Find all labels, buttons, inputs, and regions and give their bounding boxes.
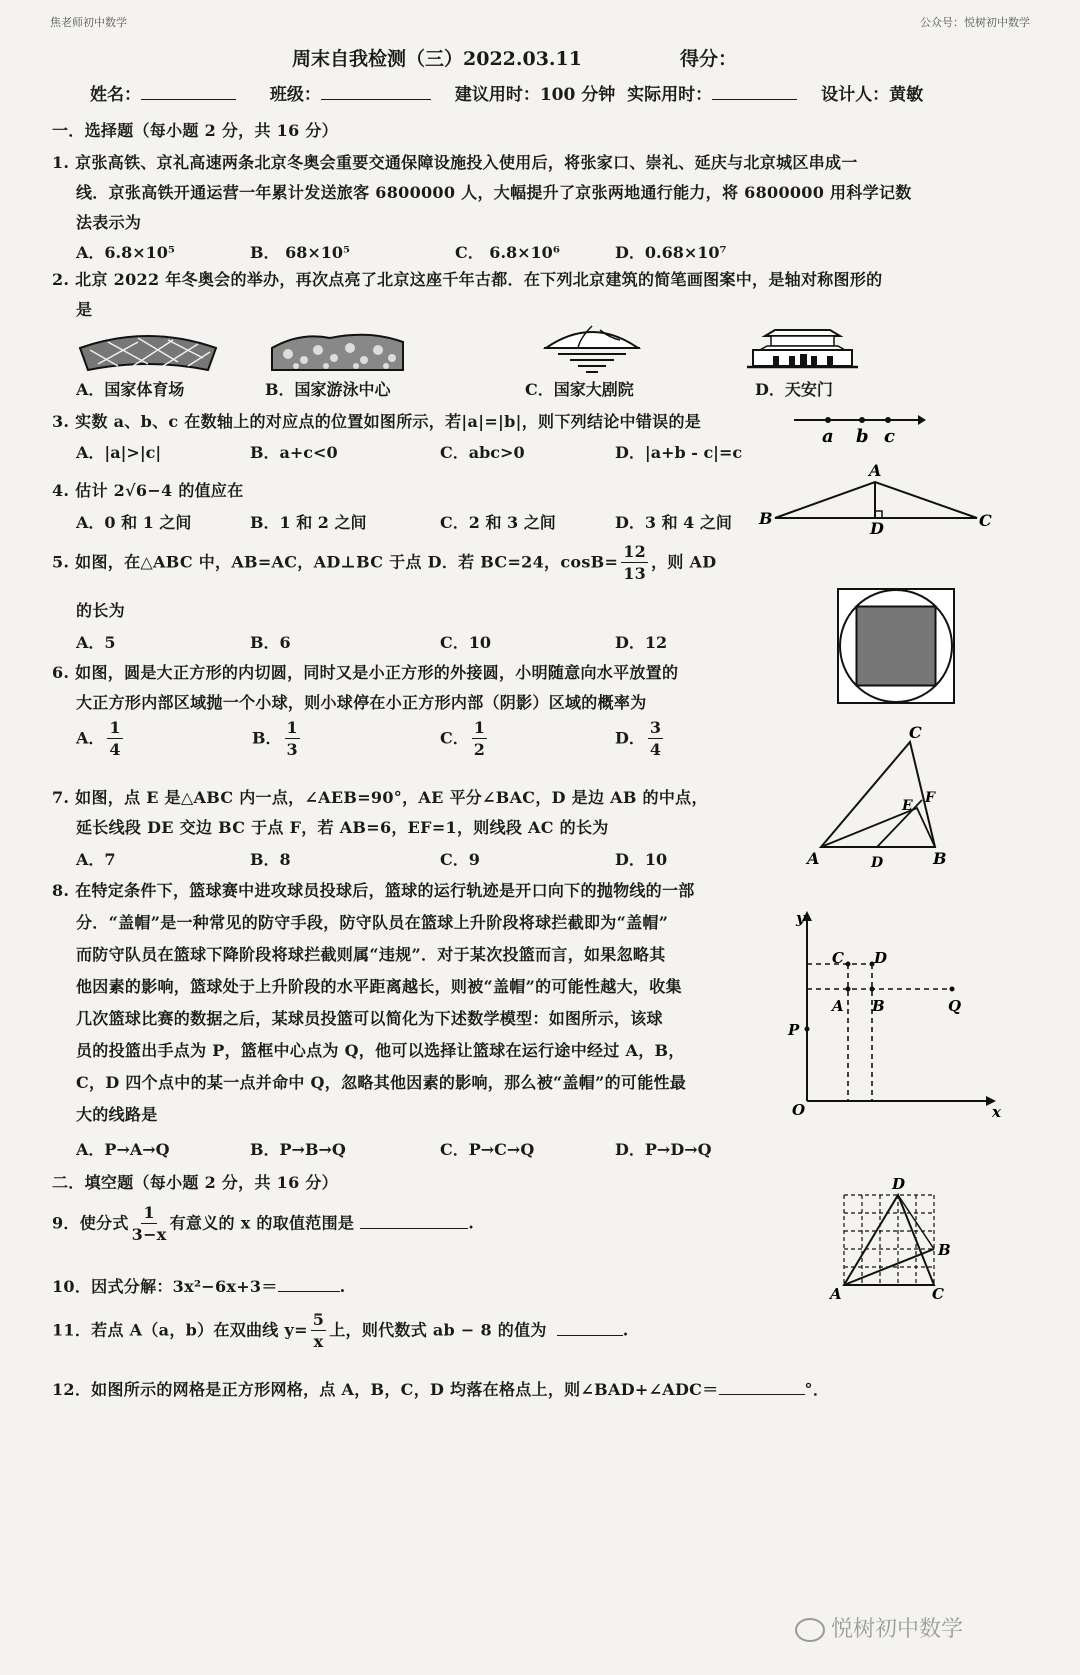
svg-text:B: B [872,997,885,1015]
square-circle-figure [835,586,957,706]
q4-option-c[interactable]: C．2 和 3 之间 [440,513,556,532]
q6-option-d[interactable]: D． $\frac{3}{4}$ [615,718,662,759]
svg-text:P: P [788,1021,800,1039]
q11-answer-blank[interactable] [557,1335,623,1336]
svg-text:Q: Q [948,997,962,1015]
svg-text:D: D [871,855,884,870]
grand-theatre-figure [540,322,645,377]
wechat-icon [795,1618,825,1642]
label-b: b [856,426,869,447]
section-choice: 一．选择题（每小题 2 分，共 16 分） [52,121,338,140]
q5-option-b[interactable]: B．6 [250,633,291,652]
q12: 12．如图所示的网格是正方形网格，点 A，B，C，D 均落在格点上，则∠BAD+∠ADC＝ °． [52,1380,830,1399]
q8-line2: 分．“盖帽”是一种常见的防守手段，防守队员在篮球上升阶段将球拦截即为“盖帽” [76,913,669,932]
svg-text:B: B [938,1241,951,1259]
q8-option-d[interactable]: D．P→D→Q [615,1140,712,1159]
q2-option-a[interactable]: A．国家体育场 [76,380,185,399]
q6-line1: 6. 如图，圆是大正方形的内切圆，同时又是小正方形的外接圆，小明随意向水平放置的 [52,663,679,682]
q5-line1: 5. 如图，在△ABC 中，AB=AC，AD⊥BC 于点 D．若 BC=24，cosB= $\frac{12}{13}$ ，则 AD [52,542,717,583]
q7-line1: 7. 如图，点 E 是△ABC 内一点，∠AEB=90°，AE 平分∠BAC，D 是边 AB 的中点， [52,788,708,807]
q5-option-c[interactable]: C．10 [440,633,492,652]
q6-option-b[interactable]: B． $\frac{1}{3}$ [252,718,298,759]
score-label: 得分： [680,48,738,70]
svg-text:A: A [807,849,820,868]
q3-line1: 3. 实数 a、b、c 在数轴上的对应点的位置如图所示，若|a|=|b|，则下列结论中错误的是 [52,412,702,431]
q1-option-c[interactable]: C． 6.8×10⁶ [455,243,560,262]
q3-option-b[interactable]: B．a+c<0 [250,443,338,462]
q8-line6: 员的投篮出手点为 P，篮框中心点为 Q，他可以选择让篮球在运行途中经过 A，B， [76,1041,685,1060]
q6-line2: 大正方形内部区域抛一个小球，则小球停在小正方形内部（阴影）区域的概率为 [76,693,647,712]
q7-line2: 延长线段 DE 交边 BC 于点 F，若 AB=6，EF=1，则线段 AC 的长为 [76,818,609,837]
q5-option-d[interactable]: D．12 [615,633,668,652]
number-line-figure [790,408,930,448]
q4-line1: 4. 估计 2√6−4 的值应在 [52,481,244,500]
class-label: 班级： [269,85,321,105]
q9-answer-blank[interactable] [360,1228,468,1229]
bird-nest-figure [78,328,218,373]
q8-line5: 几次篮球比赛的数据之后，某球员投篮可以简化为下述数学模型：如图所示，该球 [76,1009,663,1028]
q5-line2: 的长为 [76,601,125,620]
watermark: 悦树初中数学 [795,1612,963,1643]
q8-option-c[interactable]: C．P→C→Q [440,1140,535,1159]
q4-option-a[interactable]: A．0 和 1 之间 [76,513,192,532]
basketball-coordinate-figure [780,905,1010,1127]
q11: 11．若点 A（a，b）在双曲线 y= $\frac{5}{x}$ 上，则代数式 ab − 8 的值为 . [52,1310,629,1351]
section-fill: 二．填空题（每小题 2 分，共 16 分） [52,1173,338,1192]
designer: 设计人：黄敏 [821,85,924,105]
q3-option-d[interactable]: D．|a+b - c|=c [615,443,743,462]
svg-text:O: O [792,1101,806,1119]
svg-text:D: D [870,519,884,535]
svg-text:C: C [909,723,922,742]
q7-option-a[interactable]: A．7 [76,850,116,869]
name-label: 姓名： [90,85,141,105]
q1-option-b[interactable]: B． 68×10⁵ [250,243,351,262]
q12-answer-blank[interactable] [719,1394,805,1395]
q9: 9．使分式 $\frac{1}{3-x}$ 有意义的 x 的取值范围是 . [52,1203,475,1244]
name-blank[interactable] [141,99,236,100]
svg-text:A: A [832,997,844,1015]
actual-time-blank[interactable] [712,99,797,100]
q2-option-d[interactable]: D．天安门 [755,380,833,399]
header-right: 公众号：悦树初中数学 [920,16,1030,29]
q1-option-a[interactable]: A．6.8×10⁵ [76,243,175,262]
q7-option-b[interactable]: B．8 [250,850,291,869]
q1-option-d[interactable]: D．0.68×10⁷ [615,243,727,262]
svg-text:A: A [869,461,882,480]
svg-text:x: x [992,1103,1001,1121]
tiananmen-figure [745,320,860,370]
q10-answer-blank[interactable] [278,1291,340,1292]
q8-option-a[interactable]: A．P→A→Q [76,1140,170,1159]
q3-option-c[interactable]: C．abc>0 [440,443,525,462]
svg-text:F: F [925,790,935,806]
q1-line2: 线．京张高铁开通运营一年累计发送旅客 6800000 人，大幅提升了京张两地通行能力，将 6800000 用科学记数 [76,183,912,202]
q8-line3: 而防守队员在篮球下降阶段将球拦截则属“违规”．对于某次投篮而言，如果忽略其 [76,945,666,964]
svg-text:E: E [902,798,913,814]
svg-text:D: D [892,1175,906,1193]
svg-text:D: D [874,949,888,967]
water-cube-figure [270,328,405,373]
class-blank[interactable] [321,99,431,100]
q8-option-b[interactable]: B．P→B→Q [250,1140,346,1159]
q5-option-a[interactable]: A．5 [76,633,116,652]
svg-text:C: C [979,511,992,530]
label-c: c [884,426,895,447]
q2-line2: 是 [76,300,93,319]
q4-option-d[interactable]: D．3 和 4 之间 [615,513,732,532]
q2-option-b[interactable]: B．国家游泳中心 [265,380,391,399]
svg-text:C: C [832,949,844,967]
label-a: a [822,426,834,447]
q7-option-c[interactable]: C．9 [440,850,480,869]
q6-option-c[interactable]: C． $\frac{1}{2}$ [440,718,485,759]
q2-option-c[interactable]: C．国家大剧院 [525,380,634,399]
q7-option-d[interactable]: D．10 [615,850,668,869]
grid-figure [826,1175,956,1305]
q1-line1: 1. 京张高铁、京礼高速两条北京冬奥会重要交通保障设施投入使用后，将张家口、崇礼、延庆与北京城区串成一 [52,153,858,172]
triangle-abc-figure [757,460,997,535]
q3-option-a[interactable]: A．|a|>|c| [76,443,162,462]
q8-line1: 8. 在特定条件下，篮球赛中进攻球员投球后，篮球的运行轨迹是开口向下的抛物线的一部 [52,881,695,900]
q8-line7: C，D 四个点中的某一点并命中 Q，忽略其他因素的影响，那么被“盖帽”的可能性最 [76,1073,687,1092]
actual-time-label: 实际用时： [627,85,713,105]
q2-line1: 2. 北京 2022 年冬奥会的举办，再次点亮了北京这座千年古都．在下列北京建筑的简笔画图案中，是轴对称图形的 [52,270,883,289]
q8-line8: 大的线路是 [76,1105,158,1124]
q6-option-a[interactable]: A． $\frac{1}{4}$ [76,718,121,759]
q10: 10．因式分解：3x²−6x+3＝ . [52,1277,346,1296]
info-row [90,80,923,105]
q4-option-b[interactable]: B．1 和 2 之间 [250,513,367,532]
suggested-time: 建议用时：100 分钟 [454,85,616,105]
triangle-aeb-figure [805,722,955,870]
q1-line3: 法表示为 [76,213,142,232]
svg-text:A: A [830,1285,842,1303]
page-title: 周末自我检测（三）2022.03.11 [292,48,582,70]
svg-text:y: y [796,909,805,927]
svg-text:C: C [932,1285,944,1303]
header-left: 焦老师初中数学 [50,16,127,29]
svg-text:B: B [933,849,947,868]
q8-line4: 他因素的影响，篮球处于上升阶段的水平距离越长，则被“盖帽”的可能性越大，收集 [76,977,682,996]
svg-text:B: B [759,509,773,528]
